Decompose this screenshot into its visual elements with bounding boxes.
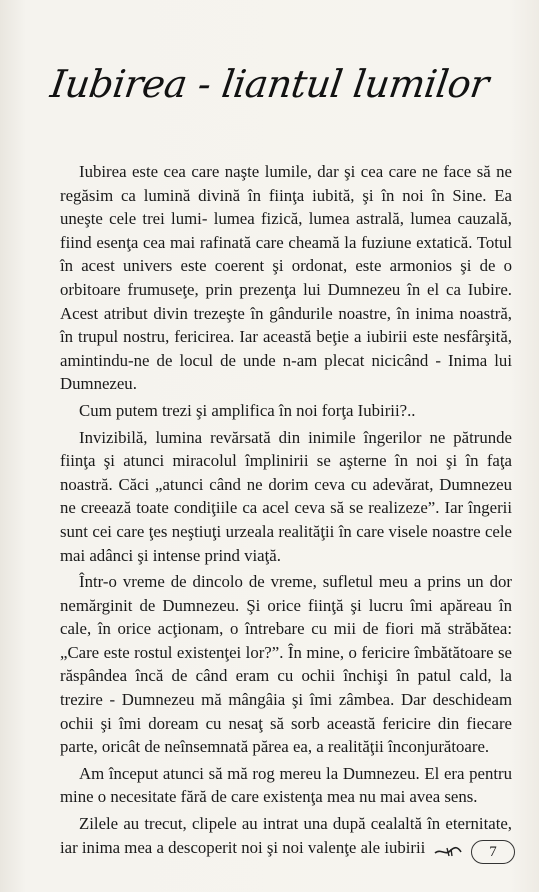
paragraph-2: Cum putem trezi şi amplifica în noi forţa Iubirii?.. — [79, 400, 416, 420]
paragraph-5: Am început atunci să mă rog mereu la Dumnezeu. El era pentru mine o necesitate fără de care existenţa mea nu mai avea sens. — [60, 763, 512, 807]
paragraph-4: Într-o vreme de dincolo de vreme, sufletul meu a prins un dor nemărginit de Dumnezeu. Şi orice fiinţă şi lucru îmi apăreau în cale, în orice acţionam, o întrebare cu mii de fiori mă străbătea: „Care este rostul existenţei lor?”. În mine, o fericire îmbătătoare se răspândea încă de când eram cu ochii închişi în patul cald, la trezire - Dumnezeu mă mângâia şi îmi zâmbea. Dar deschideam ochii şi îmi doream cu nesaţ să sorb această fericire din fiecare parte, oricât de neînsemnată părea ea, a realităţii înconjurătoare. — [60, 572, 512, 757]
ornament-icon — [433, 844, 463, 860]
page-title: Iubirea - liantul lumilor — [47, 62, 492, 106]
page-number: 7 — [471, 840, 515, 864]
page-footer — [433, 840, 515, 864]
paragraph-6: Zilele au trecut, clipele au intrat una după cealaltă în eternitate, iar inima mea a descoperit noi şi noi valenţe ale iubirii — [60, 814, 512, 857]
body-text — [60, 160, 512, 859]
paragraph-3: Invizibilă, lumina revărsată din inimile îngerilor ne pătrunde fiinţa şi atunci miracolul împlinirii se aşterne în noi şi în faţa noastră. Căci „atunci când ne dorim ceva cu adevărat, Dumnezeu ne creează toate condiţiile ca acel ceva să se realizeze”. Iar îngerii sunt cei care ţes neştiuţi urzeala realităţii în care visele noastre cele mai adânci şi intense prind viaţă. — [60, 427, 512, 565]
paragraph-1: Iubirea este cea care naşte lumile, dar şi cea care ne face să ne regăsim ca lumină divină în fiinţa iubită, şi în noi în Sine. Ea uneşte cele trei lumi- lumea fizică, lumea astrală, lumea cauzală, fiind esenţa cea mai rafinată care cheamă la fuziune extatică. Totul în acest univers este coerent şi ordonat, este armonios şi de o orbitoare frumuseţe, prin prezenţa lui Dumnezeu în el ca Iubire. Acest atribut divin trezeşte în gândurile noastre, în inima noastră, în trupul nostru, fericirea. Iar această beţie a iubirii este nesfârşită, amintindu-ne de locul de unde n-am plecat nicicând - Inima lui Dumnezeu. — [60, 162, 512, 394]
